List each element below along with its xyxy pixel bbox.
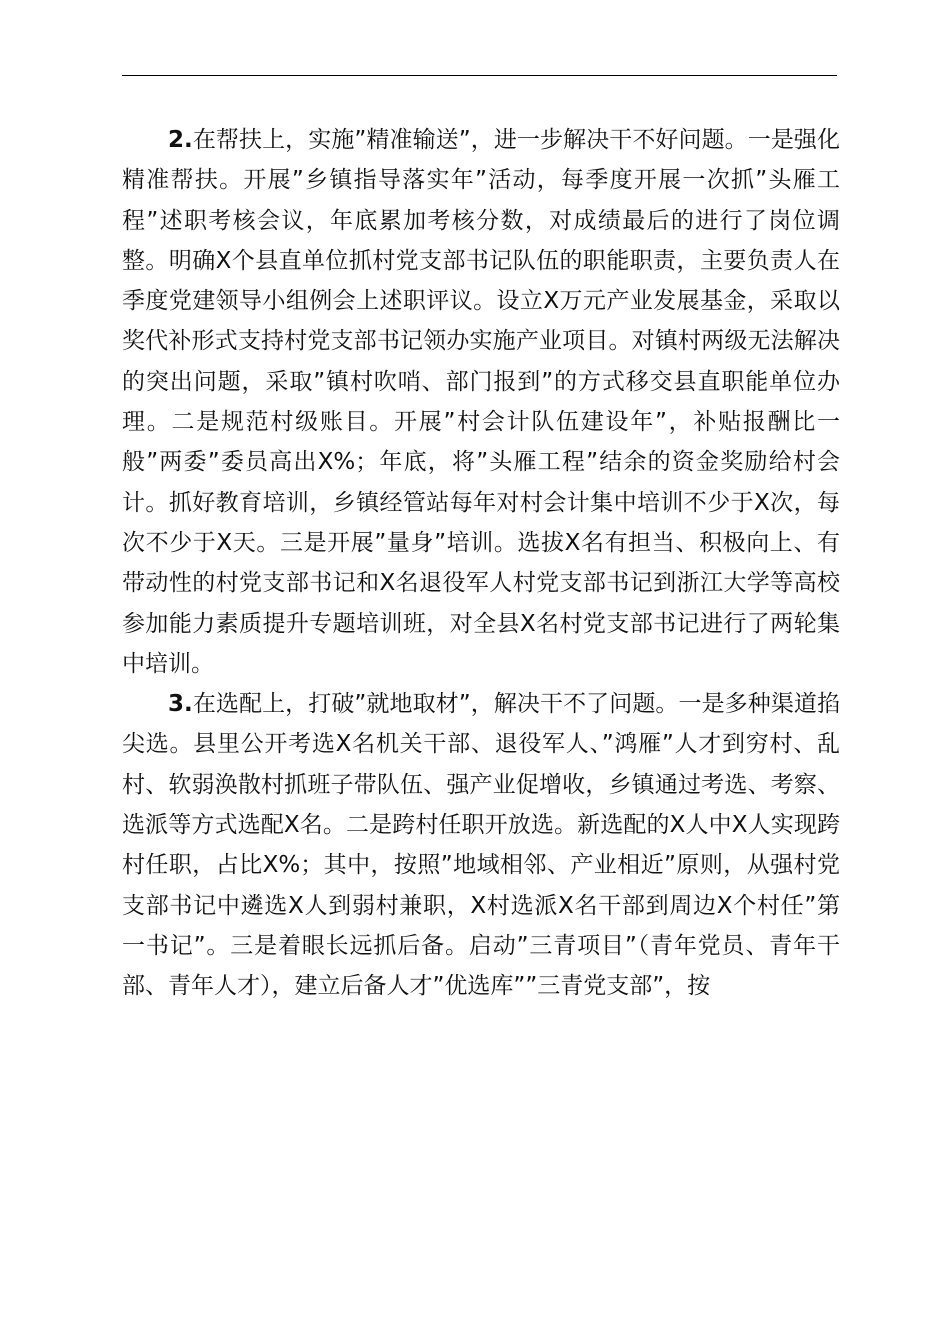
paragraph-2 bbox=[122, 120, 840, 684]
paragraph-3 bbox=[122, 684, 840, 1006]
paragraph-2-text: 在帮扶上，实施”精准输送”，进一步解决干不好问题。一是强化精准帮扶。开展”乡镇指导落实年”活动，每季度开展一次抓”头雁工程”述职考核会议，年底累加考核分数，对成绩最后的进行了岗位调整。明确X个县直单位抓村党支部书记队伍的职能职责，主要负责人在季度党建领导小组例会上述职评议。设立X万元产业发展基金，采取以奖代补形式支持村党支部书记领办实施产业项目。对镇村两级无法解决的突出问题，采取”镇村吹哨、部门报到”的方式移交县直职能单位办理。二是规范村级账目。开展”村会计队伍建设年”，补贴报酬比一般”两委”委员高出X%；年底，将”头雁工程”结余的资金奖励给村会计。抓好教育培训，乡镇经管站每年对村会计集中培训不少于X次，每次不少于X天。三是开展”量身”培训。选拔X名有担当、积极向上、有带动性的村党支部书记和X名退役军人村党支部书记到浙江大学等高校参加能力素质提升专题培训班，对全县X名村党支部书记进行了两轮集中培训。 bbox=[122, 127, 840, 677]
header-rule bbox=[122, 75, 837, 76]
paragraph-3-number: 3. bbox=[168, 691, 193, 718]
paragraph-3-text: 在选配上，打破”就地取材”，解决干不了问题。一是多种渠道掐尖选。县里公开考选X名机关干部、退役军人、”鸿雁”人才到穷村、乱村、软弱涣散村抓班子带队伍、强产业促增收，乡镇通过考选、考察、选派等方式选配X名。二是跨村任职开放选。新选配的X人中X人实现跨村任职，占比X%；其中，按照”地域相邻、产业相近”原则，从强村党支部书记中遴选X人到弱村兼职，X村选派X名干部到周边X个村任”第一书记”。三是着眼长远抓后备。启动”三青项目”（青年党员、青年干部、青年人才），建立后备人才”优选库””三青党支部”，按 bbox=[122, 691, 840, 1000]
document-body bbox=[122, 120, 840, 1007]
paragraph-2-number: 2. bbox=[168, 127, 193, 153]
